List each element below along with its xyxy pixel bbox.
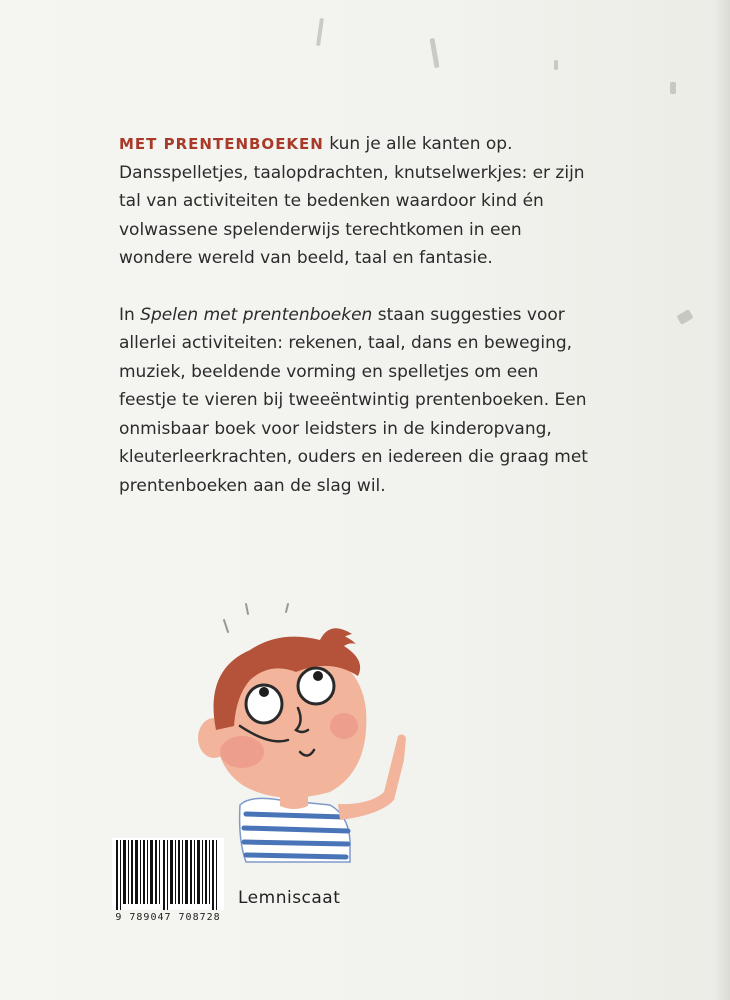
right-cheek xyxy=(330,713,358,739)
left-pupil xyxy=(259,687,269,697)
scuff-mark xyxy=(676,309,693,325)
sparkle-lines-icon xyxy=(224,604,288,632)
barcode-icon xyxy=(112,838,224,910)
blurb-paragraph-1 xyxy=(119,130,589,273)
isbn-digits: 9 789047 708728 xyxy=(115,912,221,923)
scuff-mark xyxy=(554,60,558,70)
scuff-mark xyxy=(670,82,676,94)
scuff-mark xyxy=(429,38,439,68)
blurb-paragraph-2-prefix: In xyxy=(119,304,141,325)
barcode xyxy=(112,838,224,934)
blurb xyxy=(119,130,589,500)
blurb-paragraph-2 xyxy=(119,301,589,501)
boy-illustration xyxy=(180,600,430,870)
left-cheek xyxy=(220,736,264,768)
scuff-mark xyxy=(316,18,324,46)
blurb-paragraph-2-text: staan suggesties voor allerlei activiteiten: rekenen, taal, dans en beweging, muziek, beeldende vorming en spelletjes om een feestje te vieren bij tweeëntwintig prentenboeken. Een onmisbaar boek voor leidsters in de kinderopvang, kleuterleerkrachten, ouders en iedereen die graag met prentenboeken aan de slag wil. xyxy=(119,304,588,496)
blurb-lead-caps: MET PRENTENBOEKEN xyxy=(119,135,324,153)
book-title-italic: Spelen met prentenboeken xyxy=(140,304,373,325)
cover-edge xyxy=(716,0,730,1000)
right-pupil xyxy=(313,671,323,681)
blurb-paragraph-1-text: kun je alle kanten op. Dansspelletjes, taalopdrachten, knutselwerkjes: er zijn tal van activiteiten te bedenken waardoor kind én volwassene spelenderwijs terechtkomen in een wondere wereld van beeld, taal en fantasie. xyxy=(119,134,585,268)
publisher-name: Lemniscaat xyxy=(238,888,341,908)
